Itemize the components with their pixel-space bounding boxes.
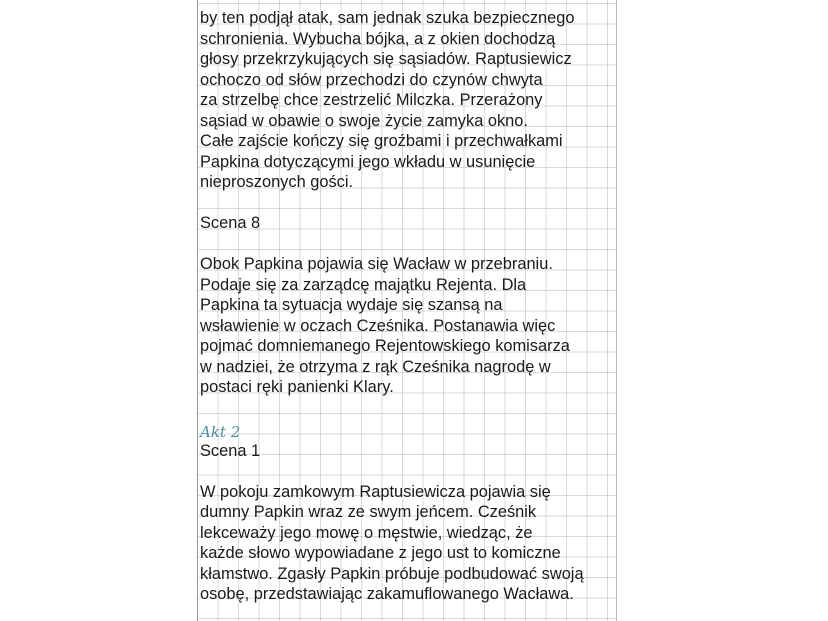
blank-line: [200, 461, 612, 482]
page-right-edge: [616, 0, 617, 621]
text-line: Obok Papkina pojawia się Wacław w przebraniu.: [200, 255, 553, 273]
text-line: Papkina ta sytuacja wydaje się szansą na: [200, 296, 503, 314]
text-line: za strzelbę chce zestrzelić Milczka. Przerażony: [200, 91, 543, 109]
document-text: [200, 8, 612, 605]
text-line: sąsiad w obawie o swoje życie zamyka okno.: [200, 111, 528, 130]
text-line: dumny Papkin wraz ze swym jeńcem. Cześnik: [200, 503, 537, 521]
paragraph-1: [200, 8, 612, 193]
text-line: nieproszonych gości.: [200, 173, 354, 191]
text-line: wsławienie w oczach Cześnika. Postanawia więc: [200, 316, 556, 335]
text-line: schronienia. Wybucha bójka, a z okien dochodzą: [200, 29, 556, 48]
text-line: Całe zajście kończy się groźbami i przechwałkami: [200, 132, 563, 150]
text-line: osobę, przedstawiając zakamuflowanego Wacława.: [200, 585, 574, 603]
paragraph-2: [200, 254, 612, 398]
text-line: Podaje się za zarządcę majątku Rejenta. Dla: [200, 275, 527, 294]
notebook-page: [197, 0, 617, 621]
text-line: każde słowo wypowiadane z jego ust to komiczne: [200, 544, 561, 562]
text-line: W pokoju zamkowym Raptusiewicza pojawia się: [200, 482, 551, 501]
page-left-edge: [197, 0, 198, 621]
text-line: lekceważy jego mowę o męstwie, wiedząc, że: [200, 523, 533, 542]
blank-line: [200, 398, 612, 419]
text-line: w nadziei, że otrzyma z rąk Cześnika nagrodę w: [200, 357, 551, 376]
paragraph-3: [200, 482, 612, 605]
text-line: by ten podjął atak, sam jednak szuka bezpiecznego: [200, 9, 575, 27]
text-line: postaci ręki panienki Klary.: [200, 378, 394, 396]
act-title: Akt 2: [200, 423, 241, 441]
text-line: ochoczo od słów przechodzi do czynów chwyta: [200, 70, 543, 89]
text-line: Papkina dotyczącymi jego wkładu w usunięcie: [200, 152, 536, 171]
text-line: pojmać domniemanego Rejentowskiego komisarza: [200, 337, 570, 355]
scene-8-heading: Scena 8: [200, 214, 261, 232]
blank-line: [200, 234, 612, 255]
blank-line: [200, 193, 612, 214]
scene-1-heading: Scena 1: [200, 441, 261, 460]
text-line: głosy przekrzykujących się sąsiadów. Raptusiewicz: [200, 50, 572, 68]
text-line: kłamstwo. Zgasły Papkin próbuje podbudować swoją: [200, 564, 584, 583]
